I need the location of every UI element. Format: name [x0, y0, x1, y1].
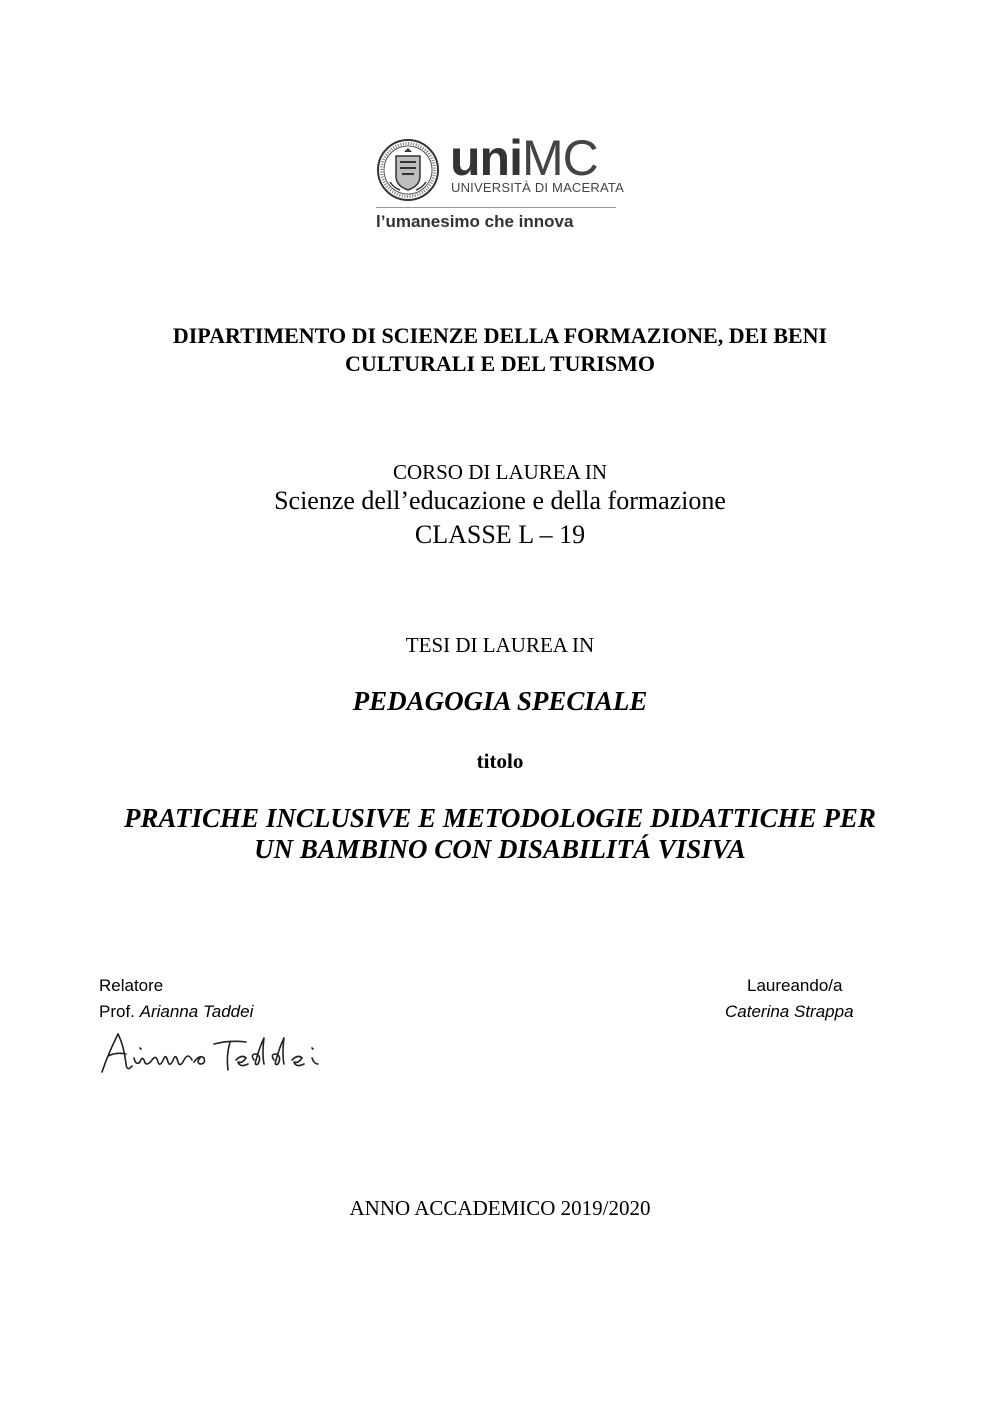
university-logo: [376, 130, 626, 236]
unimc-wordmark: uniMC: [450, 130, 598, 186]
thesis-title-line-1: PRATICHE INCLUSIVE E METODOLOGIE DIDATTICHE PER: [124, 803, 876, 833]
thesis-title: [0, 803, 1000, 865]
thesis-label: TESI DI LAUREA IN: [405, 633, 595, 657]
supervisor-name-line: [99, 1002, 253, 1022]
university-motto: l’umanesimo che innova: [376, 212, 574, 231]
supervisor-prefix: Prof.: [99, 1002, 140, 1021]
supervisor-signature: [96, 1024, 336, 1084]
department-line-2: CULTURALI E DEL TURISMO: [345, 351, 655, 376]
academic-year: ANNO ACCADEMICO 2019/2020: [349, 1196, 651, 1220]
supervisor-name: Arianna Taddei: [139, 1002, 254, 1021]
title-label: titolo: [476, 749, 524, 773]
degree-program: Scienze dell’educazione e della formazione: [274, 486, 726, 515]
thesis-subject: PEDAGOGIA SPECIALE: [352, 686, 648, 716]
department-heading: [0, 322, 1000, 378]
thesis-title-line-2: UN BAMBINO CON DISABILITÁ VISIVA: [254, 834, 746, 864]
course-label: CORSO DI LAUREA IN: [392, 460, 608, 484]
department-line-1: DIPARTIMENTO DI SCIENZE DELLA FORMAZIONE, DEI BENI: [172, 323, 828, 348]
student-name: Caterina Strappa: [725, 1002, 854, 1021]
student-label: Laureando/a: [747, 976, 843, 995]
university-seal-icon: [376, 138, 440, 202]
logo-divider: [376, 207, 616, 208]
university-name: UNIVERSITÀ DI MACERATA: [451, 180, 624, 195]
degree-class: CLASSE L – 19: [414, 520, 586, 549]
supervisor-label: Relatore: [99, 976, 164, 995]
